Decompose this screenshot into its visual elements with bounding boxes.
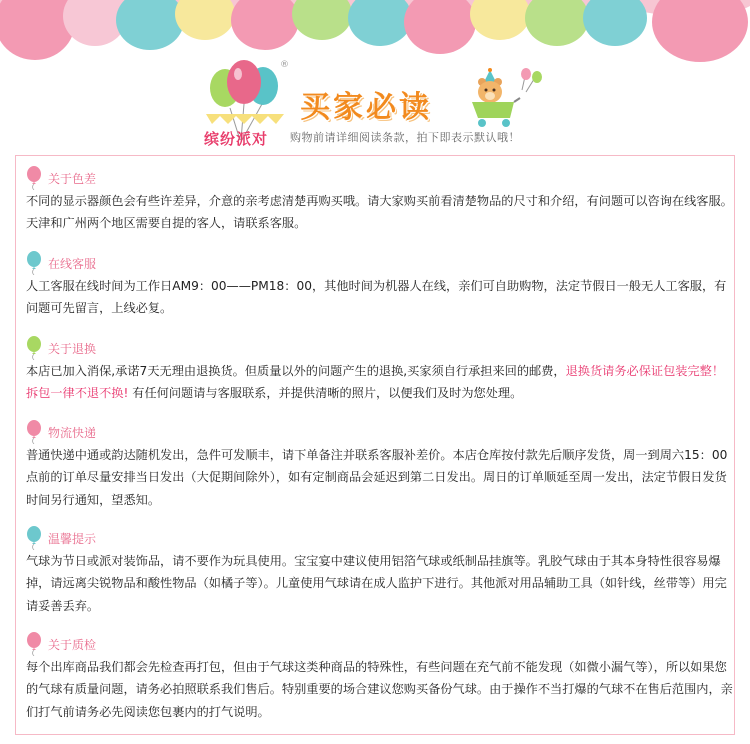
section-header xyxy=(26,166,734,190)
balloon-icon xyxy=(26,166,42,190)
balloon-icon xyxy=(26,336,42,360)
section-quality-check xyxy=(26,632,734,723)
returns-contact-text: 有任何问题请与客服联系，并提供清晰的照片，以便我们及时为您处理。 xyxy=(128,386,523,401)
section-tips xyxy=(26,526,734,617)
bunting-decoration xyxy=(0,0,750,62)
section-title: 关于质检 xyxy=(48,637,97,652)
balloon-icon xyxy=(26,251,42,275)
section-body xyxy=(26,360,734,405)
section-returns xyxy=(26,336,734,405)
section-color-difference xyxy=(26,166,734,235)
returns-text: 本店已加入消保,承诺7天无理由退换货。但质量以外的问题产生的退换,买家须自行承担来回的邮费， xyxy=(26,364,566,378)
brand-name: 缤纷派对 xyxy=(204,130,269,148)
section-title: 在线客服 xyxy=(48,256,97,271)
section-body: 每个出库商品我们都会先检查再打包，但由于气球这类种商品的特殊性，有些问题在充气前不能发现（如微小漏气等），所以如果您的气球有质量问题，请务必拍照联系我们售后。特别重要的场合建议您购买备份气球。由于操作不当打爆的气球不在售后范围内，亲们打气前请务必先阅读您包裹内的打气说明。 xyxy=(26,660,733,719)
balloon-icon xyxy=(26,632,42,656)
section-title: 关于退换 xyxy=(48,341,97,356)
section-header xyxy=(26,251,734,275)
section-body: 气球为节日或派对装饰品，请不要作为玩具使用。宝宝宴中建议使用铝箔气球或纸制品挂旗等。乳胶气球由于其本身特性很容易爆掉，请远离尖锐物品和酸性物品（如橘子等）。儿童使用气球请在成人监护下进行。其他派对用品辅助工具（如针线，丝带等）用完请妥善丢弃。 xyxy=(26,554,727,613)
section-header xyxy=(26,420,734,444)
section-header xyxy=(26,632,734,656)
balloon-icon xyxy=(26,526,42,550)
section-title: 物流快递 xyxy=(48,425,97,440)
bear-in-cart-icon xyxy=(468,68,546,130)
page-subtitle: 购物前请详细阅读条款，拍下即表示默认哦！ xyxy=(290,131,520,144)
section-body: 不同的显示器颜色会有些许差异，介意的亲考虑清楚再购买哦。请大家购买前看清楚物品的尺寸和介绍，有问题可以咨询在线客服。天津和广州两个地区需要自提的客人，请联系客服。 xyxy=(26,194,733,231)
balloon-icon xyxy=(26,420,42,444)
section-body: 人工客服在线时间为工作日AM9：00——PM18：00，其他时间为机器人在线，亲们可自助购物，法定节假日一般无人工客服，有问题可先留言，上线必复。 xyxy=(26,279,727,316)
returns-warning-text: 退换货请务必保证包装完整！拆包一律不退不换! xyxy=(26,364,725,401)
page-title: 买家必读 xyxy=(300,90,432,125)
section-shipping xyxy=(26,420,734,511)
section-title: 关于色差 xyxy=(48,171,97,186)
section-body: 普通快递中通或韵达随机发出，急件可发顺丰，请下单备注并联系客服补差价。本店仓库按付款先后顺序发货，周一到周六15：00点前的订单尽量安排当日发出（大促期间除外），如有定制商品会延迟到第二日发出。周日的订单顺延至周一发出，法定节假日发货时间另行通知，望悉知。 xyxy=(26,448,728,507)
section-title: 温馨提示 xyxy=(48,531,97,546)
registered-mark: ® xyxy=(280,60,289,70)
section-online-service xyxy=(26,251,734,320)
section-header xyxy=(26,336,734,360)
section-header xyxy=(26,526,734,550)
